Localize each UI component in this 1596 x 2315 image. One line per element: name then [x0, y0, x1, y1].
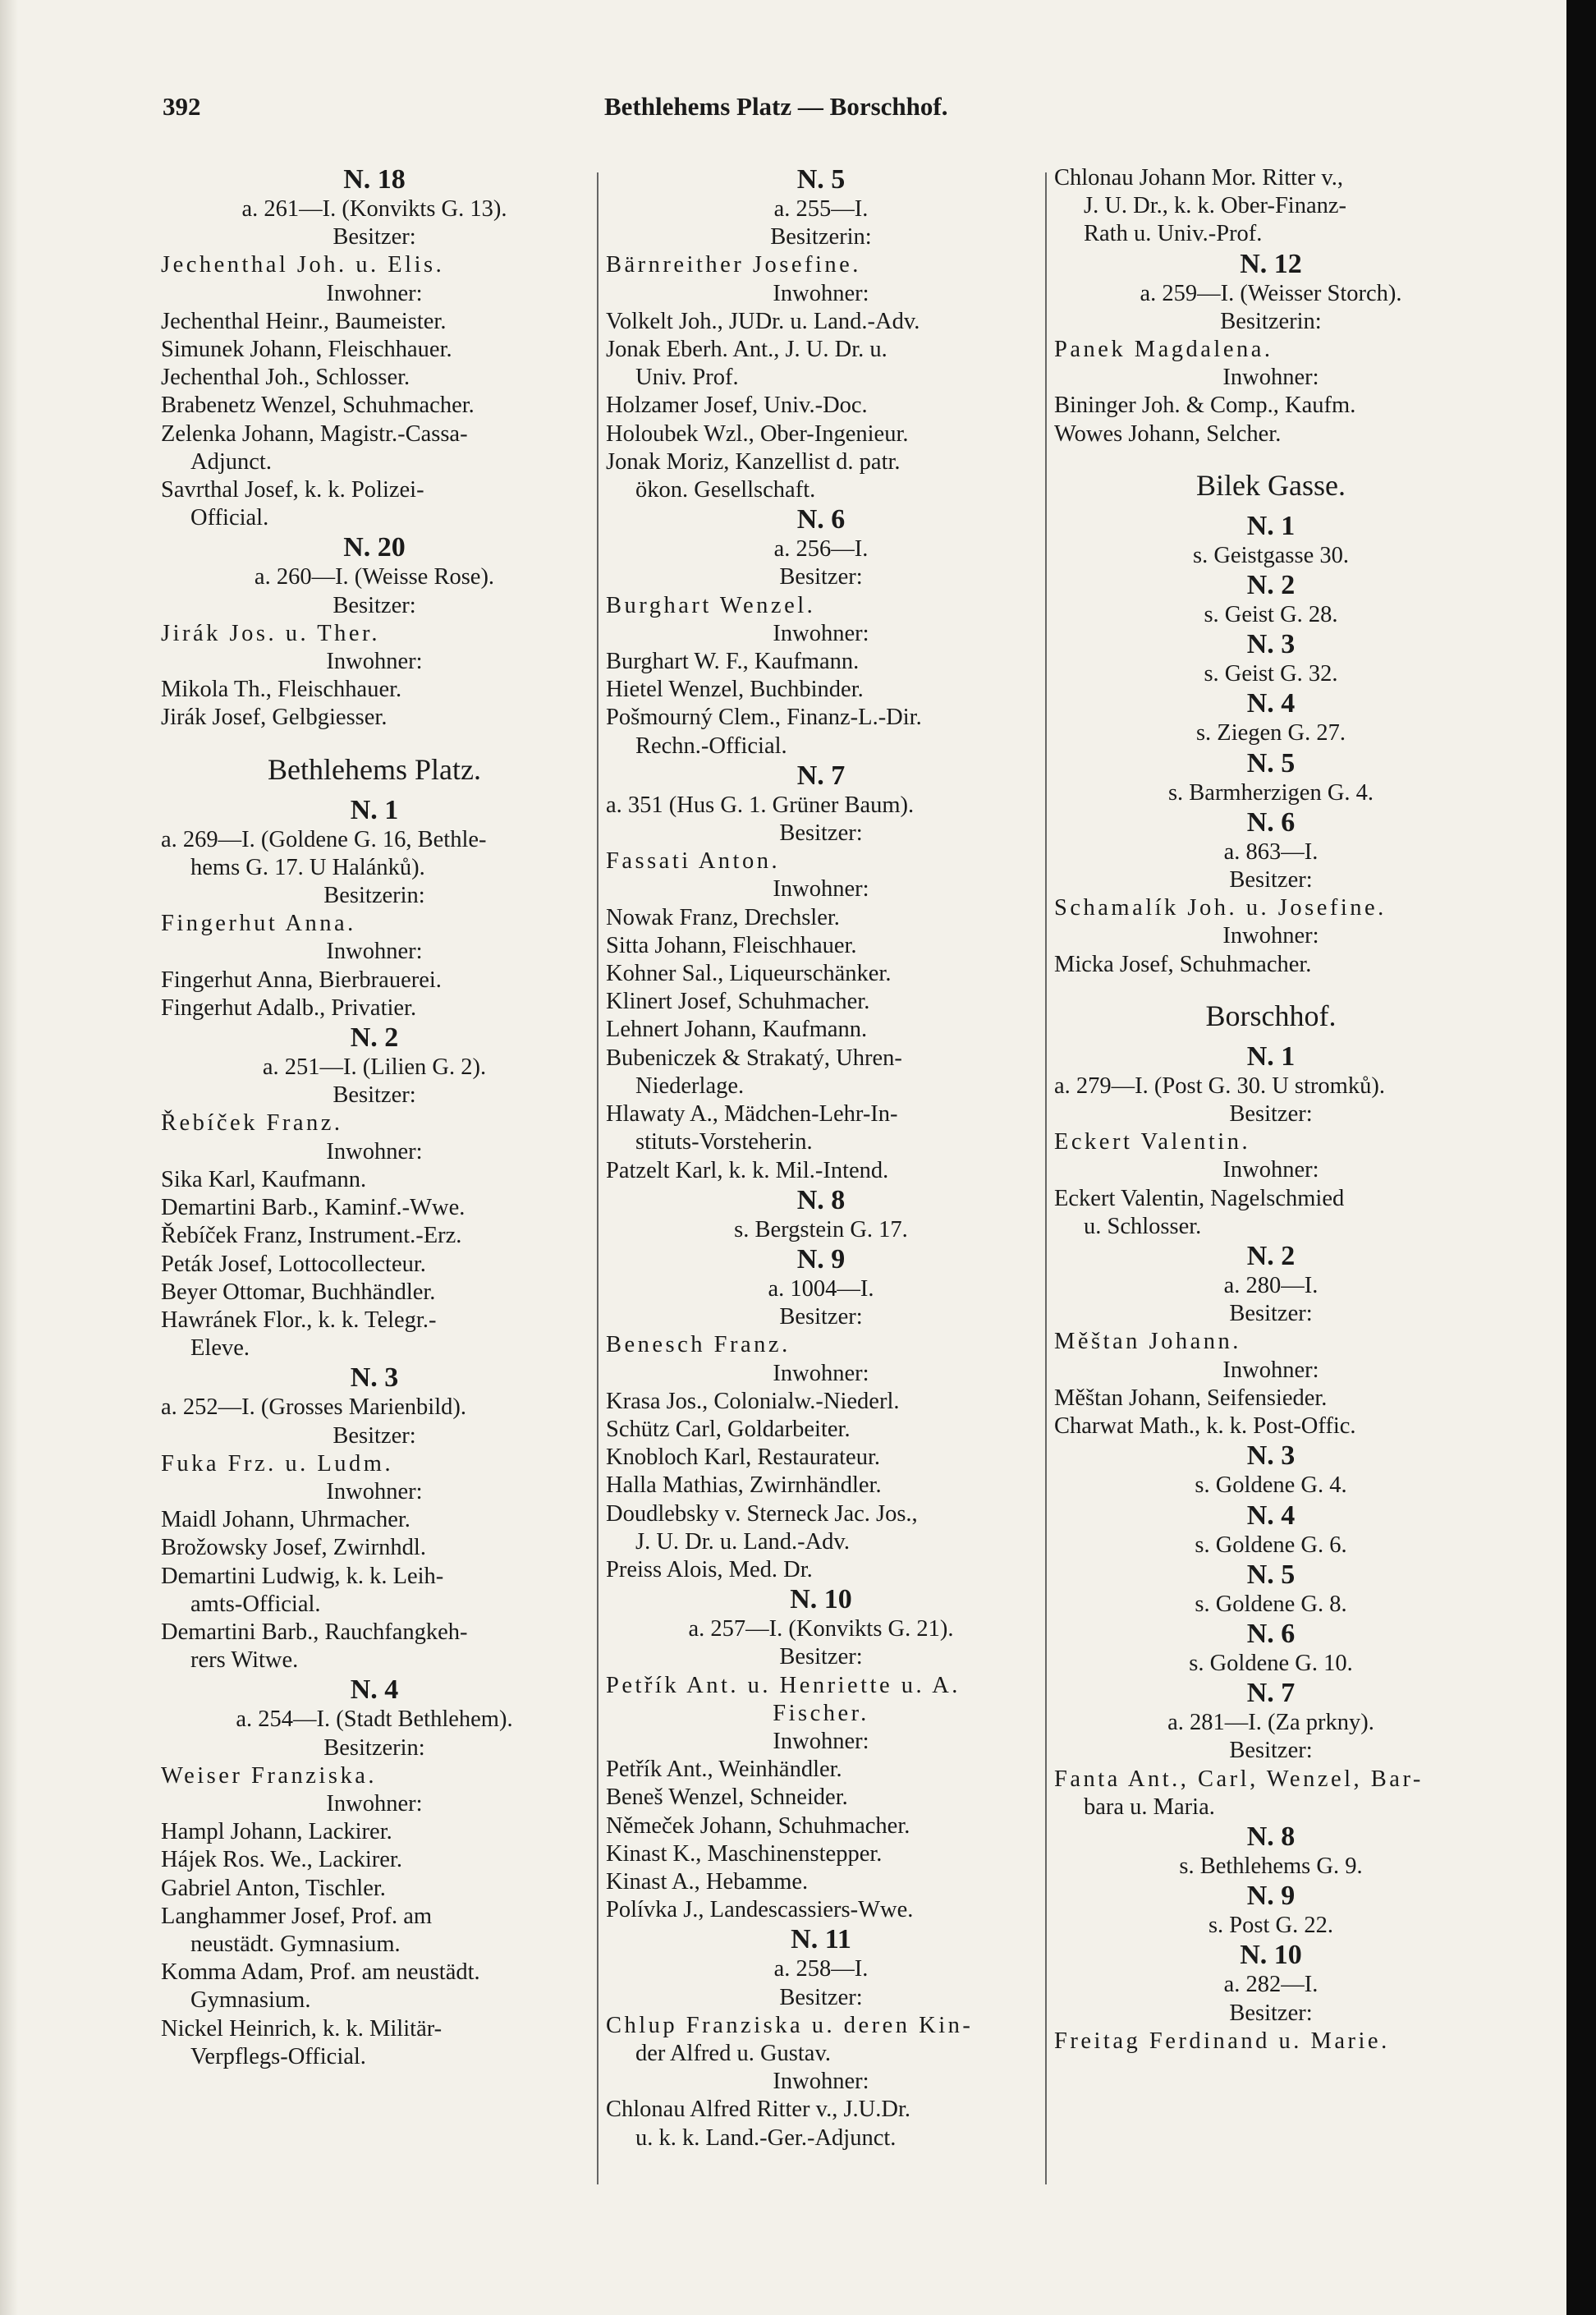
resident-entry: Jonak Moriz, Kanzellist d. patr. [606, 448, 901, 475]
resident-entry: Eckert Valentin, Nagelschmied [1054, 1185, 1345, 1211]
house-number: N. 2 [1246, 570, 1296, 601]
owner-label: Besitzer: [1229, 1738, 1313, 1764]
resident-entry: Hájek Ros. We., Lackirer. [161, 1847, 402, 1873]
owner-name: Fanta Ant., Carl, Wenzel, Bar- [1054, 1766, 1424, 1792]
address-line: a. 260—I. (Weisse Rose). [254, 564, 495, 590]
running-title: Bethlehems Platz — Borschhof. [604, 92, 948, 121]
house-number: N. 18 [343, 164, 406, 195]
owner-name: Fischer. [773, 1700, 869, 1726]
owner-name: Chlup Franziska u. deren Kin- [606, 2012, 974, 2038]
address-line: s. Goldene G. 8. [1195, 1591, 1347, 1617]
address-line: a. 863—I. [1223, 838, 1319, 865]
residents-label: Inwohner: [773, 876, 869, 903]
column-2 [606, 164, 1036, 2201]
entry-continuation: Gymnasium. [190, 1987, 311, 2014]
house-number: N. 3 [1246, 629, 1296, 660]
resident-entry: Micka Josef, Schuhmacher. [1054, 951, 1312, 977]
residents-label: Inwohner: [326, 1478, 423, 1504]
house-number: N. 4 [1246, 1500, 1296, 1531]
entry-continuation: Univ. Prof. [635, 365, 739, 391]
owner-label: Besitzer: [779, 1984, 863, 2010]
entry-continuation: u. Schlosser. [1084, 1213, 1202, 1239]
address-line: a. 258—I. [773, 1956, 869, 1982]
residents-label: Inwohner: [773, 2069, 869, 2095]
entry-continuation: Official. [190, 505, 269, 531]
owner-label: Besitzerin: [1220, 308, 1322, 334]
resident-entry: Schütz Carl, Goldarbeiter. [606, 1416, 851, 1442]
house-number: N. 12 [1240, 248, 1302, 279]
house-number: N. 1 [1246, 510, 1296, 541]
street-heading: Borschhof. [1205, 999, 1337, 1032]
owner-label: Besitzer: [1229, 1301, 1313, 1327]
resident-entry: Hampl Johann, Lackirer. [161, 1819, 392, 1845]
resident-entry: Knobloch Karl, Restaurateur. [606, 1445, 880, 1471]
residents-label: Inwohner: [326, 939, 423, 965]
house-number: N. 6 [1246, 1618, 1296, 1649]
resident-entry: Holoubek Wzl., Ober-Ingenieur. [606, 420, 909, 447]
entry-continuation: bara u. Maria. [1084, 1794, 1215, 1820]
resident-entry: a. 279—I. (Post G. 30. U stromků). [1054, 1073, 1385, 1099]
residents-label: Inwohner: [773, 620, 869, 646]
street-heading: Bethlehems Platz. [268, 752, 481, 786]
residents-label: Inwohner: [1222, 1357, 1319, 1383]
owner-label: Besitzer: [332, 592, 416, 618]
resident-entry: Peták Josef, Lottocollecteur. [161, 1251, 426, 1277]
resident-entry: Fingerhut Anna, Bierbrauerei. [161, 967, 442, 993]
house-number: N. 5 [1246, 1559, 1296, 1590]
resident-entry: Charwat Math., k. k. Post-Offic. [1054, 1413, 1356, 1440]
address-line: s. Geist G. 32. [1204, 661, 1338, 687]
house-number: N. 2 [350, 1022, 399, 1054]
resident-entry: Zelenka Johann, Magistr.-Cassa- [161, 420, 468, 447]
address-line: s. Goldene G. 6. [1195, 1532, 1347, 1558]
resident-entry: Doudlebsky v. Sterneck Jac. Jos., [606, 1500, 918, 1527]
address-line: s. Geist G. 28. [1204, 602, 1338, 628]
address-line: a. 255—I. [773, 196, 869, 222]
page-number: 392 [163, 92, 201, 121]
house-number: N. 4 [350, 1674, 399, 1706]
owner-name: Burghart Wenzel. [606, 592, 816, 618]
resident-entry: Kinast A., Hebamme. [606, 1868, 809, 1895]
resident-entry: Langhammer Josef, Prof. am [161, 1903, 433, 1929]
resident-entry: Beyer Ottomar, Buchhändler. [161, 1279, 436, 1305]
owner-name: Fingerhut Anna. [161, 911, 356, 937]
owner-label: Besitzer: [1229, 2000, 1313, 2026]
resident-entry: Nowak Franz, Drechsler. [606, 904, 840, 930]
column-3 [1054, 164, 1488, 2201]
house-number: N. 9 [796, 1243, 846, 1275]
address-line: s. Geistgasse 30. [1193, 542, 1349, 568]
owner-name: Fassati Anton. [606, 848, 781, 875]
resident-entry: Hawránek Flor., k. k. Telegr.- [161, 1307, 437, 1333]
resident-entry: Jirák Josef, Gelbgiesser. [161, 705, 388, 731]
page-header [163, 92, 1033, 133]
address-line: a. 251—I. (Lilien G. 2). [262, 1054, 487, 1081]
house-number: N. 3 [1246, 1440, 1296, 1472]
address-line: a. 281—I. (Za prkny). [1167, 1710, 1374, 1736]
resident-entry: Chlonau Alfred Ritter v., J.U.Dr. [606, 2097, 910, 2123]
entry-continuation: neustädt. Gymnasium. [190, 1931, 401, 1957]
resident-entry: a. 351 (Hus G. 1. Grüner Baum). [606, 792, 915, 818]
owner-label: Besitzer: [779, 1304, 863, 1330]
residents-label: Inwohner: [1222, 1157, 1319, 1183]
house-number: N. 10 [1240, 1940, 1302, 1971]
owner-label: Besitzer: [779, 564, 863, 590]
house-number: N. 6 [796, 504, 846, 535]
owner-label: Besitzerin: [323, 883, 425, 909]
address-line: a. 282—I. [1223, 1972, 1319, 1998]
resident-entry: Sika Karl, Kaufmann. [161, 1166, 367, 1192]
resident-entry: a. 269—I. (Goldene G. 16, Bethle- [161, 826, 487, 852]
owner-label: Besitzer: [1229, 1101, 1313, 1128]
resident-entry: Volkelt Joh., JUDr. u. Land.-Adv. [606, 308, 920, 334]
resident-entry: Měštan Johann, Seifensieder. [1054, 1385, 1328, 1411]
owner-name: Fuka Frz. u. Ludm. [161, 1450, 394, 1477]
owner-label: Besitzer: [779, 820, 863, 847]
owner-label: Besitzer: [779, 1644, 863, 1670]
resident-entry: Pošmourný Clem., Finanz-L.-Dir. [606, 705, 922, 731]
entry-continuation: J. U. Dr., k. k. Ober-Finanz- [1084, 193, 1346, 219]
resident-entry: Bubeniczek & Strakatý, Uhren- [606, 1045, 902, 1071]
owner-label: Besitzer: [332, 224, 416, 250]
residents-label: Inwohner: [1222, 365, 1319, 391]
address-line: s. Goldene G. 4. [1195, 1472, 1347, 1499]
owner-label: Besitzer: [332, 1422, 416, 1449]
resident-entry: Polívka J., Landescassiers-Wwe. [606, 1897, 914, 1923]
column-1 [161, 164, 588, 2201]
owner-name: Eckert Valentin. [1054, 1129, 1251, 1155]
house-number: N. 7 [1246, 1678, 1296, 1709]
street-heading: Bilek Gasse. [1196, 468, 1346, 502]
address-line: a. 257—I. (Konvikts G. 21). [688, 1616, 954, 1642]
house-number: N. 7 [796, 760, 846, 791]
entry-continuation: Adjunct. [190, 448, 272, 475]
resident-entry: Brabenetz Wenzel, Schuhmacher. [161, 393, 475, 419]
resident-entry: Savrthal Josef, k. k. Polizei- [161, 477, 424, 503]
address-line: a. 1004—I. [768, 1275, 874, 1302]
resident-entry: Hlawaty A., Mädchen-Lehr-In- [606, 1101, 898, 1128]
entry-continuation: hems G. 17. U Halánků). [190, 854, 425, 880]
resident-entry: Holzamer Josef, Univ.-Doc. [606, 393, 868, 419]
resident-entry: Nickel Heinrich, k. k. Militär- [161, 2015, 443, 2042]
entry-continuation: Eleve. [190, 1335, 250, 1362]
entry-continuation: u. k. k. Land.-Ger.-Adjunct. [635, 2124, 897, 2151]
entry-continuation: amts-Official. [190, 1591, 321, 1617]
owner-name: Bärnreither Josefine. [606, 252, 861, 278]
resident-entry: Němeček Johann, Schuhmacher. [606, 1812, 910, 1839]
resident-entry: Jechenthal Heinr., Baumeister. [161, 308, 447, 334]
address-line: s. Goldene G. 10. [1189, 1650, 1353, 1676]
residents-label: Inwohner: [326, 1138, 423, 1164]
address-line: a. 259—I. (Weisser Storch). [1140, 280, 1402, 306]
owner-name: Jechenthal Joh. u. Elis. [161, 252, 445, 278]
address-line: s. Barmherzigen G. 4. [1167, 779, 1374, 806]
house-number: N. 8 [796, 1184, 846, 1215]
house-number: N. 5 [796, 164, 846, 195]
residents-label: Inwohner: [773, 1728, 869, 1754]
column-divider [597, 172, 598, 2184]
house-number: N. 9 [1246, 1881, 1296, 1912]
address-line: s. Ziegen G. 27. [1195, 720, 1346, 746]
resident-entry: Demartini Barb., Rauchfangkeh- [161, 1619, 468, 1645]
owner-label: Besitzerin: [770, 224, 872, 250]
house-number: N. 3 [350, 1362, 399, 1394]
resident-entry: Klinert Josef, Schuhmacher. [606, 989, 870, 1015]
residents-label: Inwohner: [326, 280, 423, 306]
house-number: N. 1 [1246, 1040, 1296, 1072]
residents-label: Inwohner: [326, 1790, 423, 1817]
entry-continuation: J. U. Dr. u. Land.-Adv. [635, 1528, 850, 1555]
resident-entry: Bininger Joh. & Comp., Kaufm. [1054, 393, 1356, 419]
owner-name: Benesch Franz. [606, 1332, 791, 1358]
address-line: a. 261—I. (Konvikts G. 13). [241, 196, 507, 222]
resident-entry: Burghart W. F., Kaufmann. [606, 649, 860, 675]
resident-entry: Brožowsky Josef, Zwirnhdl. [161, 1535, 426, 1561]
owner-name: Řebíček Franz. [161, 1110, 343, 1137]
address-line: a. 254—I. (Stadt Bethlehem). [236, 1706, 513, 1733]
resident-entry: Maidl Johann, Uhrmacher. [161, 1507, 410, 1533]
resident-entry: Kinast K., Maschinenstepper. [606, 1840, 883, 1867]
residents-label: Inwohner: [773, 280, 869, 306]
entry-continuation: der Alfred u. Gustav. [635, 2040, 831, 2066]
owner-label: Besitzerin: [323, 1734, 425, 1761]
house-number: N. 11 [791, 1924, 851, 1955]
resident-entry: Petřík Ant., Weinhändler. [606, 1757, 842, 1783]
resident-entry: Simunek Johann, Fleischhauer. [161, 337, 452, 363]
owner-name: Freitag Ferdinand u. Marie. [1054, 2028, 1390, 2054]
house-number: N. 1 [350, 794, 399, 825]
resident-entry: a. 252—I. (Grosses Marienbild). [161, 1394, 467, 1421]
owner-name: Weiser Franziska. [161, 1762, 377, 1789]
column-divider [1045, 172, 1047, 2184]
resident-entry: Fingerhut Adalb., Privatier. [161, 994, 417, 1021]
resident-entry: Halla Mathias, Zwirnhändler. [606, 1472, 882, 1499]
address-line: a. 256—I. [773, 536, 869, 563]
entry-continuation: Rechn.-Official. [635, 733, 787, 759]
resident-entry: Komma Adam, Prof. am neustädt. [161, 1959, 480, 1986]
entry-continuation: rers Witwe. [190, 1647, 299, 1674]
resident-entry: Krasa Jos., Colonialw.-Niederl. [606, 1388, 900, 1414]
resident-entry: Chlonau Johann Mor. Ritter v., [1054, 165, 1344, 191]
address-line: s. Post G. 22. [1208, 1913, 1334, 1939]
residents-label: Inwohner: [773, 1360, 869, 1386]
residents-label: Inwohner: [1222, 923, 1319, 949]
house-number: N. 20 [343, 532, 406, 563]
entry-continuation: Verpflegs-Official. [190, 2043, 366, 2069]
owner-name: Schamalík Joh. u. Josefine. [1054, 895, 1387, 921]
address-line: s. Bergstein G. 17. [734, 1216, 908, 1242]
resident-entry: Wowes Johann, Selcher. [1054, 420, 1282, 447]
resident-entry: Preiss Alois, Med. Dr. [606, 1556, 813, 1582]
owner-label: Besitzer: [1229, 867, 1313, 893]
house-number: N. 5 [1246, 747, 1296, 779]
resident-entry: Jechenthal Joh., Schlosser. [161, 365, 410, 391]
resident-entry: Beneš Wenzel, Schneider. [606, 1784, 848, 1811]
address-line: s. Bethlehems G. 9. [1179, 1853, 1363, 1879]
entry-continuation: ökon. Gesellschaft. [635, 477, 816, 503]
resident-entry: Lehnert Johann, Kaufmann. [606, 1017, 868, 1043]
house-number: N. 2 [1246, 1241, 1296, 1272]
owner-name: Jirák Jos. u. Ther. [161, 620, 381, 646]
owner-name: Panek Magdalena. [1054, 337, 1273, 363]
house-number: N. 8 [1246, 1821, 1296, 1852]
resident-entry: Sitta Johann, Fleischhauer. [606, 932, 857, 958]
residents-label: Inwohner: [326, 649, 423, 675]
resident-entry: Demartini Barb., Kaminf.-Wwe. [161, 1195, 466, 1221]
resident-entry: Kohner Sal., Liqueurschänker. [606, 961, 892, 987]
resident-entry: Demartini Ludwig, k. k. Leih- [161, 1563, 444, 1589]
resident-entry: Patzelt Karl, k. k. Mil.-Intend. [606, 1157, 889, 1183]
owner-name: Petřík Ant. u. Henriette u. A. [606, 1672, 961, 1698]
entry-continuation: Rath u. Univ.-Prof. [1084, 221, 1263, 247]
page-gutter [0, 0, 18, 2315]
house-number: N. 6 [1246, 806, 1296, 838]
entry-continuation: Niederlage. [635, 1073, 745, 1099]
entry-continuation: stituts-Vorsteherin. [635, 1129, 813, 1155]
resident-entry: Hietel Wenzel, Buchbinder. [606, 677, 864, 703]
resident-entry: Gabriel Anton, Tischler. [161, 1875, 386, 1901]
address-line: a. 280—I. [1223, 1273, 1319, 1299]
resident-entry: Mikola Th., Fleischhauer. [161, 677, 402, 703]
house-number: N. 4 [1246, 688, 1296, 719]
owner-label: Besitzer: [332, 1082, 416, 1109]
resident-entry: Jonak Eberh. Ant., J. U. Dr. u. [606, 337, 887, 363]
house-number: N. 10 [790, 1584, 852, 1615]
resident-entry: Řebíček Franz, Instrument.-Erz. [161, 1223, 462, 1249]
owner-name: Měštan Johann. [1054, 1329, 1241, 1355]
